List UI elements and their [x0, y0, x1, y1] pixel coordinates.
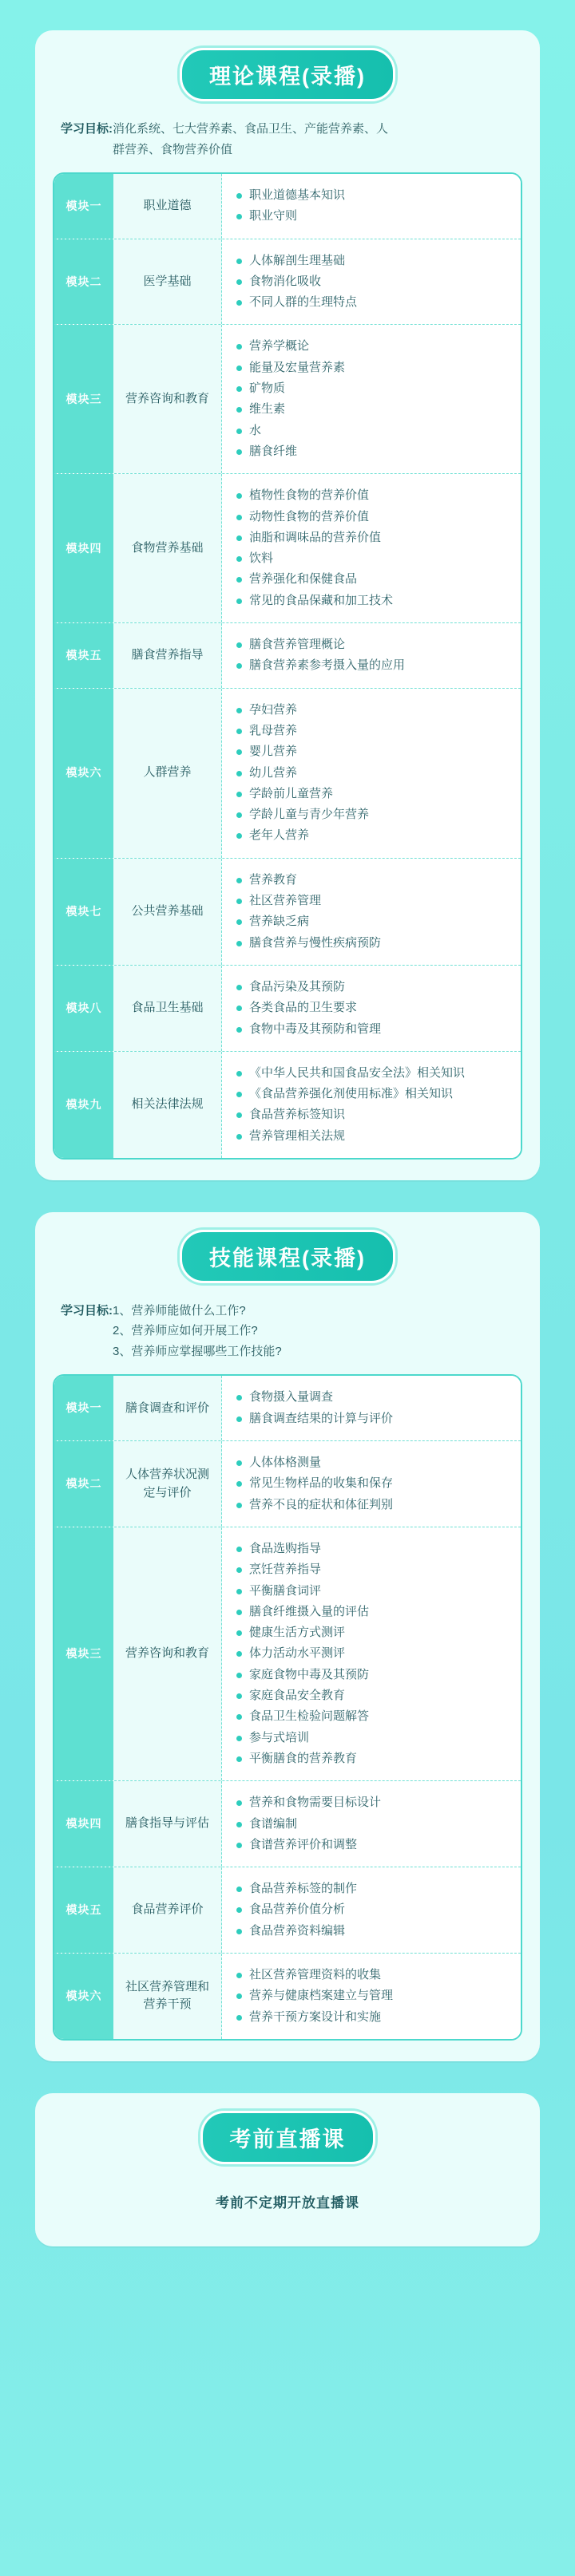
section-title-wrap	[53, 48, 522, 101]
table-row	[54, 859, 521, 966]
list-item-label: 食品营养资料编辑	[249, 1923, 346, 1938]
list-item	[236, 1019, 513, 1040]
list-item-label: 食品营养标签的制作	[249, 1882, 358, 1896]
goal-line: 1、营养师能做什么工作?	[113, 1303, 246, 1318]
module-name: 人体营养状况测定与评价	[113, 1441, 222, 1527]
module-items	[222, 689, 521, 858]
list-item	[236, 1665, 513, 1685]
table-row	[54, 689, 521, 859]
table-row	[54, 623, 521, 689]
list-item-label: 食品污染及其预防	[249, 979, 346, 994]
module-index: 模块七	[54, 859, 113, 965]
bullet-icon	[236, 344, 242, 350]
list-item-label: 膳食营养素参考摄入量的应用	[249, 658, 406, 673]
bullet-icon	[236, 449, 242, 455]
module-items	[222, 174, 521, 239]
list-item	[236, 185, 513, 206]
list-item	[236, 700, 513, 721]
learning-goal-label: 学习目标:	[61, 122, 113, 136]
module-name: 膳食指导与评估	[113, 1781, 222, 1867]
list-item	[236, 634, 513, 655]
list-item	[236, 1685, 513, 1706]
list-item-label: 水	[249, 423, 262, 437]
bullet-icon	[236, 749, 242, 755]
learning-goal-text	[113, 1301, 516, 1362]
bullet-icon	[236, 1071, 242, 1077]
bullet-icon	[236, 599, 242, 604]
bullet-icon	[236, 1481, 242, 1487]
bullet-icon	[236, 1027, 242, 1033]
module-name: 社区营养管理和营养干预	[113, 1954, 222, 2039]
list-item-label: 《中华人民共和国食品安全法》相关知识	[249, 1065, 466, 1080]
exam-note: 考前不定期开放直播课	[216, 2195, 359, 2211]
table-row	[54, 966, 521, 1052]
goal-line: 消化系统、七大营养素、食品卫生、产能营养素、人	[113, 122, 389, 136]
list-item-label: 常见的食品保藏和加工技术	[249, 593, 394, 607]
bullet-icon	[236, 1460, 242, 1466]
module-index: 模块四	[54, 474, 113, 622]
list-item	[236, 358, 513, 378]
bullet-icon	[236, 365, 242, 371]
bullet-icon	[236, 407, 242, 413]
bullet-icon	[236, 1610, 242, 1615]
module-index: 模块六	[54, 689, 113, 858]
list-item-label: 平衡膳食词评	[249, 1583, 322, 1598]
list-item	[236, 763, 513, 784]
list-item-label: 植物性食物的营养价值	[249, 488, 370, 503]
list-item	[236, 784, 513, 804]
bullet-icon	[236, 214, 242, 219]
list-item-label: 食品卫生检验问题解答	[249, 1709, 370, 1724]
section-title-wrap	[53, 2111, 522, 2164]
list-item	[236, 485, 513, 506]
list-item	[236, 1126, 513, 1147]
list-item	[236, 2007, 513, 2028]
list-item-label: 营养不良的症状和体征判别	[249, 1497, 394, 1511]
table-row	[54, 239, 521, 326]
list-item	[236, 1473, 513, 1494]
list-item	[236, 1104, 513, 1125]
section-live-exam-course	[35, 2093, 540, 2246]
bullet-icon	[236, 663, 242, 669]
list-item-label: 烹饪营养指导	[249, 1563, 322, 1577]
module-index: 模块二	[54, 239, 113, 325]
list-item-label: 职业道德基本知识	[249, 188, 346, 202]
list-item	[236, 1409, 513, 1429]
list-item-label: 营养教育	[249, 872, 298, 887]
list-item-label: 食品营养价值分析	[249, 1902, 346, 1917]
bullet-icon	[236, 899, 242, 904]
bullet-icon	[236, 1416, 242, 1422]
bullet-icon	[236, 1843, 242, 1848]
module-name: 医学基础	[113, 239, 222, 325]
module-index: 模块二	[54, 1441, 113, 1527]
goal-line: 群营养、食物营养价值	[113, 142, 233, 156]
module-items	[222, 1376, 521, 1440]
list-item	[236, 1985, 513, 2006]
list-item-label: 能量及宏量营养素	[249, 360, 346, 374]
goal-line: 3、营养师应掌握哪些工作技能?	[113, 1344, 282, 1358]
list-item-label: 人体解剖生理基础	[249, 253, 346, 267]
bullet-icon	[236, 1714, 242, 1720]
list-item	[236, 1084, 513, 1104]
module-items	[222, 239, 521, 325]
module-name: 食物营养基础	[113, 474, 222, 622]
module-items	[222, 1781, 521, 1867]
module-index: 模块四	[54, 1781, 113, 1867]
module-items	[222, 623, 521, 688]
list-item-label: 婴儿营养	[249, 745, 298, 759]
module-name: 相关法律法规	[113, 1052, 222, 1158]
list-item	[236, 655, 513, 676]
list-item	[236, 271, 513, 292]
module-items	[222, 1527, 521, 1780]
learning-goal-text	[113, 119, 516, 160]
bullet-icon	[236, 259, 242, 264]
module-index: 模块一	[54, 174, 113, 239]
bullet-icon	[236, 1395, 242, 1401]
list-item-label: 学龄前儿童营养	[249, 786, 334, 800]
list-item	[236, 1899, 513, 1920]
bullet-icon	[236, 1800, 242, 1806]
table-row	[54, 1781, 521, 1867]
list-item-label: 体力活动水平测评	[249, 1646, 346, 1661]
list-item-label: 食谱编制	[249, 1816, 298, 1831]
list-item-label: 平衡膳食的营养教育	[249, 1751, 358, 1765]
bullet-icon	[236, 771, 242, 776]
bullet-icon	[236, 577, 242, 583]
module-items	[222, 1867, 521, 1953]
list-item-label: 维生素	[249, 402, 286, 417]
bullet-icon	[236, 1503, 242, 1508]
bullet-icon	[236, 941, 242, 946]
table-row	[54, 1376, 521, 1441]
section-title: 理论课程(录播)	[180, 48, 395, 101]
list-item	[236, 911, 513, 932]
list-item	[236, 825, 513, 846]
list-item	[236, 998, 513, 1018]
bullet-icon	[236, 535, 242, 541]
table-row	[54, 1954, 521, 2039]
module-index: 模块三	[54, 325, 113, 473]
learning-goal	[53, 1298, 522, 1375]
list-item	[236, 527, 513, 548]
section-title-wrap	[53, 1230, 522, 1283]
list-item-label: 食物摄入量调查	[249, 1390, 334, 1405]
list-item	[236, 1643, 513, 1664]
list-item-label: 社区营养管理资料的收集	[249, 1968, 382, 1982]
bullet-icon	[236, 386, 242, 392]
list-item-label: 健康生活方式测评	[249, 1626, 346, 1640]
list-item	[236, 1814, 513, 1835]
bullet-icon	[236, 1973, 242, 1978]
list-item-label: 食物消化吸收	[249, 274, 322, 288]
bullet-icon	[236, 1567, 242, 1573]
list-item-label: 营养干预方案设计和实施	[249, 2009, 382, 2024]
list-item-label: 油脂和调味品的营养价值	[249, 530, 382, 544]
list-item-label: 营养缺乏病	[249, 915, 310, 929]
module-index: 模块一	[54, 1376, 113, 1440]
list-item	[236, 1706, 513, 1727]
list-item-label: 参与式培训	[249, 1730, 310, 1744]
list-item-label: 老年人营养	[249, 828, 310, 843]
goal-line: 2、营养师应如何开展工作?	[113, 1324, 258, 1338]
list-item	[236, 1581, 513, 1602]
list-item	[236, 741, 513, 762]
list-item-label: 职业守则	[249, 209, 298, 223]
bullet-icon	[236, 1630, 242, 1636]
table-row	[54, 1052, 521, 1158]
list-item	[236, 1748, 513, 1769]
list-item	[236, 721, 513, 741]
list-item	[236, 251, 513, 271]
bullet-icon	[236, 1736, 242, 1741]
bullet-icon	[236, 193, 242, 199]
bullet-icon	[236, 1589, 242, 1594]
table-row	[54, 325, 521, 474]
list-item	[236, 933, 513, 954]
module-name: 膳食调查和评价	[113, 1376, 222, 1440]
list-item	[236, 1879, 513, 1899]
module-items	[222, 474, 521, 622]
list-item-label: 矿物质	[249, 381, 286, 396]
table-row	[54, 1441, 521, 1527]
list-item-label: 膳食营养与慢性疾病预防	[249, 935, 382, 950]
bullet-icon	[236, 279, 242, 285]
module-index: 模块六	[54, 1954, 113, 2039]
section-title: 技能课程(录播)	[180, 1230, 395, 1283]
module-table	[53, 1374, 522, 2040]
bullet-icon	[236, 1651, 242, 1657]
bullet-icon	[236, 729, 242, 734]
list-item	[236, 1835, 513, 1855]
module-name: 营养咨询和教育	[113, 325, 222, 473]
list-item	[236, 977, 513, 998]
bullet-icon	[236, 833, 242, 839]
module-index: 模块八	[54, 966, 113, 1051]
table-row	[54, 474, 521, 623]
module-name: 职业道德	[113, 174, 222, 239]
module-index: 模块九	[54, 1052, 113, 1158]
list-item-label: 乳母营养	[249, 723, 298, 737]
bullet-icon	[236, 1547, 242, 1552]
bullet-icon	[236, 919, 242, 925]
list-item	[236, 336, 513, 357]
bullet-icon	[236, 812, 242, 818]
module-items	[222, 1954, 521, 2039]
bullet-icon	[236, 1907, 242, 1913]
list-item-label: 营养强化和保健食品	[249, 572, 358, 587]
list-item-label: 不同人群的生理特点	[249, 295, 358, 310]
bullet-icon	[236, 985, 242, 990]
list-item-label: 人体体格测量	[249, 1456, 322, 1470]
list-item-label: 家庭食品安全教育	[249, 1689, 346, 1703]
table-row	[54, 1527, 521, 1781]
list-item	[236, 1728, 513, 1748]
module-items	[222, 859, 521, 965]
list-item-label: 营养与健康档案建立与管理	[249, 1989, 394, 2003]
bullet-icon	[236, 1887, 242, 1892]
module-table	[53, 172, 522, 1160]
section-skill-course	[35, 1212, 540, 2061]
bullet-icon	[236, 429, 242, 434]
list-item-label: 食谱营养评价和调整	[249, 1837, 358, 1851]
list-item-label: 膳食调查结果的计算与评价	[249, 1411, 394, 1425]
list-item-label: 营养管理相关法规	[249, 1128, 346, 1143]
list-item	[236, 1792, 513, 1813]
list-item-label: 膳食纤维	[249, 444, 298, 458]
list-item-label: 食品营养标签知识	[249, 1108, 346, 1122]
list-item	[236, 891, 513, 911]
list-item	[236, 1452, 513, 1473]
bullet-icon	[236, 515, 242, 520]
module-name: 膳食营养指导	[113, 623, 222, 688]
list-item	[236, 1539, 513, 1559]
section-theory-course	[35, 30, 540, 1180]
list-item-label: 《食品营养强化剂使用标准》相关知识	[249, 1087, 454, 1101]
learning-goal	[53, 116, 522, 172]
bullet-icon	[236, 1693, 242, 1699]
list-item	[236, 1387, 513, 1408]
list-item-label: 食物中毒及其预防和管理	[249, 1021, 382, 1036]
bullet-icon	[236, 1092, 242, 1097]
module-name: 食品营养评价	[113, 1867, 222, 1953]
learning-goal-label: 学习目标:	[61, 1303, 113, 1318]
module-name: 公共营养基础	[113, 859, 222, 965]
list-item	[236, 1063, 513, 1084]
list-item	[236, 569, 513, 590]
bullet-icon	[236, 1134, 242, 1140]
list-item	[236, 1495, 513, 1515]
list-item	[236, 1559, 513, 1580]
bullet-icon	[236, 1756, 242, 1762]
table-row	[54, 174, 521, 239]
list-item-label: 常见生物样品的收集和保存	[249, 1476, 394, 1491]
list-item-label: 幼儿营养	[249, 765, 298, 780]
bullet-icon	[236, 1929, 242, 1934]
list-item-label: 营养学概论	[249, 339, 310, 354]
module-index: 模块五	[54, 623, 113, 688]
list-item	[236, 1602, 513, 1622]
bullet-icon	[236, 792, 242, 797]
module-index: 模块三	[54, 1527, 113, 1780]
list-item-label: 社区营养管理	[249, 894, 322, 908]
bullet-icon	[236, 708, 242, 713]
list-item	[236, 591, 513, 611]
bullet-icon	[236, 642, 242, 648]
list-item	[236, 548, 513, 569]
module-name: 人群营养	[113, 689, 222, 858]
bullet-icon	[236, 493, 242, 499]
list-item	[236, 507, 513, 527]
module-items	[222, 325, 521, 473]
bullet-icon	[236, 1822, 242, 1827]
list-item	[236, 1622, 513, 1643]
table-row	[54, 1867, 521, 1954]
list-item	[236, 292, 513, 313]
list-item	[236, 870, 513, 891]
list-item-label: 家庭食物中毒及其预防	[249, 1667, 370, 1681]
list-item-label: 营养和食物需要目标设计	[249, 1796, 382, 1810]
module-items	[222, 1441, 521, 1527]
bullet-icon	[236, 1006, 242, 1011]
section-title: 考前直播课	[200, 2111, 375, 2164]
bullet-icon	[236, 1993, 242, 1999]
list-item	[236, 804, 513, 825]
list-item	[236, 378, 513, 399]
module-items	[222, 966, 521, 1051]
list-item-label: 各类食品的卫生要求	[249, 1001, 358, 1015]
module-name: 营养咨询和教育	[113, 1527, 222, 1780]
list-item-label: 动物性食物的营养价值	[249, 509, 370, 523]
bullet-icon	[236, 2015, 242, 2021]
list-item-label: 饮料	[249, 551, 274, 566]
list-item	[236, 1965, 513, 1985]
list-item-label: 学龄儿童与青少年营养	[249, 808, 370, 822]
bullet-icon	[236, 1673, 242, 1678]
list-item	[236, 441, 513, 462]
module-items	[222, 1052, 521, 1158]
bullet-icon	[236, 556, 242, 562]
list-item-label: 孕妇营养	[249, 702, 298, 717]
bullet-icon	[236, 300, 242, 306]
list-item	[236, 1921, 513, 1942]
list-item	[236, 206, 513, 227]
list-item-label: 膳食营养管理概论	[249, 638, 346, 652]
bullet-icon	[236, 878, 242, 883]
module-index: 模块五	[54, 1867, 113, 1953]
list-item	[236, 399, 513, 420]
bullet-icon	[236, 1112, 242, 1118]
list-item-label: 食品选购指导	[249, 1541, 322, 1555]
list-item-label: 膳食纤维摄入量的评估	[249, 1604, 370, 1618]
module-name: 食品卫生基础	[113, 966, 222, 1051]
list-item	[236, 421, 513, 441]
